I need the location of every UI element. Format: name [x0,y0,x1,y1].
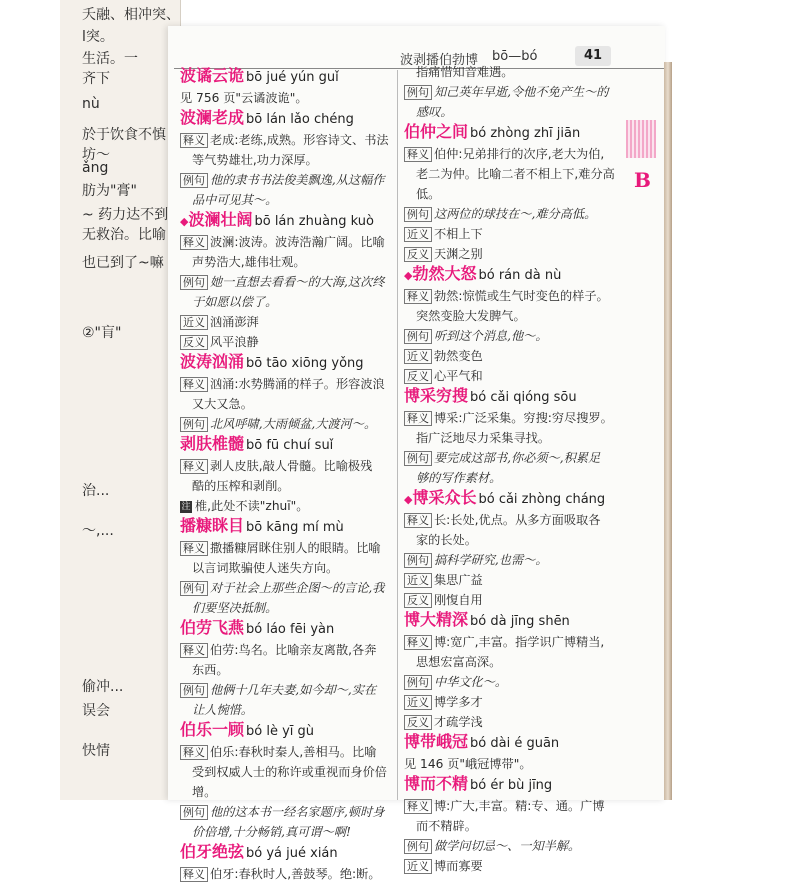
definition-line [180,742,400,762]
definition-line [404,632,636,652]
pinyin: bó láo fēi yàn [246,622,335,637]
entry-tag: 例句 [180,275,208,290]
page-number: 41 [575,46,611,66]
example-line [180,680,400,700]
headword: 波谲云诡 [180,66,245,85]
line-text: 博:广大,丰富。精:专、通。广博 [434,799,605,813]
example-line [404,448,636,468]
pinyin: bō jué yún guǐ [246,70,339,85]
line-text: 他的隶书书法俊美飘逸,从这幅作 [210,173,385,187]
example-line [180,414,400,434]
right-column [404,62,636,876]
header-title: 波剥播伯勃博 [400,53,479,68]
line-text: 受到权威人士的称许或重视而身价倍 [192,765,387,779]
previous-page-text: 快情 [82,743,110,759]
headword: 播糠眯目 [180,516,245,535]
entry-tag: 反义 [180,335,208,350]
line-text: 撒播糠屑眯住别人的眼睛。比喻 [210,541,381,555]
line-text: 指痛惜知音难遇。 [416,65,514,79]
line-text: 汹涌:水势腾涌的样子。形容波浪 [210,377,385,391]
definition-line [404,428,636,448]
definition-line [404,570,636,590]
pinyin: bó zhòng zhī jiān [470,126,581,141]
example-line [180,822,400,842]
line-text: 中华文化～。 [434,675,508,689]
definition-line [404,754,636,774]
line-text: 听到这个消息,他～。 [434,329,548,343]
definition-line [180,150,400,170]
dictionary-entry [180,210,400,352]
example-line [180,700,400,720]
previous-page-text: 肪为"膏" [82,183,137,199]
pinyin: bó cǎi zhòng cháng [478,492,606,507]
headword-line [404,732,636,754]
definition-line [404,408,636,428]
entry-tag: 反义 [404,593,432,608]
definition-line [404,712,636,732]
entry-tag: 反义 [404,247,432,262]
previous-page-text: 夭融、相冲突、 [82,7,180,23]
line-text: 家的长处。 [416,533,477,547]
definition-line [404,692,636,712]
entry-tag: 释义 [180,133,208,148]
tab-letter: B [634,168,651,192]
pinyin: bó dà jīng shēn [470,614,570,629]
previous-page-text: 齐下 [82,71,110,87]
example-line [404,550,636,570]
line-text: 而不精辟。 [416,819,477,833]
line-text: 博学多才 [434,695,483,709]
definition-line [404,366,636,386]
example-line [404,204,636,224]
line-text: 他的这本书一经名家题序,顿时身 [210,805,385,819]
line-text: 汹涌澎湃 [210,315,259,329]
definition-line [180,640,400,660]
definition-line [180,782,400,802]
line-text: 增。 [192,785,217,799]
previous-page-text: 偷冲... [82,679,124,695]
headword: 博采穷搜 [404,386,469,405]
definition-line [180,374,400,394]
entry-tag: 例句 [404,451,432,466]
entry-tag: 例句 [404,207,432,222]
headword: 波涛汹涌 [180,352,245,371]
entry-tag: 例句 [404,675,432,690]
entry-tag: 近义 [404,573,432,588]
definition-line [180,538,400,558]
previous-page-text: nù [82,96,100,112]
definition-line [180,394,400,414]
line-text: 见 756 页"云谲波诡"。 [180,91,308,105]
line-text: 伯牙:春秋时人,善鼓琴。绝:断。 [210,867,381,881]
previous-page-text: ǎng [82,160,109,176]
entry-tag: 例句 [180,417,208,432]
previous-page-text: 坊～ [82,147,110,163]
example-line [404,672,636,692]
definition-line [180,476,400,496]
line-text: 这两位的球技在～,难分高低。 [434,207,597,221]
line-text: 集思广益 [434,573,483,587]
entry-tag: 例句 [180,805,208,820]
alphabet-tab [626,120,660,200]
entry-tag: 释义 [180,541,208,556]
definition-line [180,558,400,578]
definition-line [404,530,636,550]
pinyin: bō lán lǎo chéng [246,112,354,127]
line-text: 心平气和 [434,369,483,383]
line-text: 北风呼啸,大雨倾盆,大渡河～。 [210,417,377,431]
left-column [180,66,400,884]
line-text: 让人惋惜。 [192,703,253,717]
definition-line [180,762,400,782]
headword-line [180,352,400,374]
definition-line [180,252,400,272]
entry-tag: 释义 [180,377,208,392]
dictionary-entry [180,842,400,884]
line-text: 伯乐:春秋时秦人,善相马。比喻 [210,745,377,759]
line-text: 博:宽广,丰富。指学识广博精当, [434,635,605,649]
dictionary-entry [404,386,636,488]
entry-tag: 近义 [404,695,432,710]
definition-line [404,796,636,816]
dictionary-page [168,26,665,881]
entry-tag: 例句 [404,839,432,854]
line-text: 以言词欺骗使人迷失方向。 [192,561,339,575]
star-icon: ◆ [404,269,413,282]
example-line [180,170,400,190]
line-text: 老成:老练,成熟。形容诗文、书法 [210,133,389,147]
headword: 博大精深 [404,610,469,629]
previous-page-text: 生活。一 [82,51,138,67]
example-line [404,326,636,346]
dictionary-entry [180,66,400,108]
definition-line [404,856,636,876]
dictionary-entry [180,108,400,210]
definition-line [180,660,400,680]
dictionary-entry [180,352,400,434]
dictionary-entry [404,122,636,264]
headword: 伯牙绝弦 [180,842,245,861]
line-text: 低。 [416,187,441,201]
headword-line [404,386,636,408]
definition-line [404,816,636,836]
entry-tag: 释义 [404,799,432,814]
definition-line [404,652,636,672]
entry-tag: 释义 [180,867,208,882]
star-icon: ◆ [180,215,189,228]
headword: 博带峨冠 [404,732,469,751]
headword-line [404,610,636,632]
definition-line [180,332,400,352]
headword: 伯劳飞燕 [180,618,245,637]
entry-tag: 近义 [404,349,432,364]
definition-line [404,286,636,306]
line-text: 感叹。 [416,105,453,119]
previous-page-text: 误会 [82,703,110,719]
headword-line [180,210,400,232]
definition-line [404,144,636,164]
entry-tag: 释义 [404,411,432,426]
line-text: 要完成这部书,你必须～,积累足 [434,451,601,465]
line-text: 她一直想去看看～的大海,这次终 [210,275,385,289]
headword: 勃然大怒 [412,264,477,283]
line-text: 于如愿以偿了。 [192,295,278,309]
entry-tag: 反义 [404,369,432,384]
pinyin: bó ér bù jīng [470,778,553,793]
dictionary-entry [404,610,636,732]
previous-page-text: 於于饮食不慎 [82,127,166,143]
entry-tag: 例句 [404,553,432,568]
headword-line [180,108,400,130]
pinyin: bó dài é guān [470,736,560,751]
line-text: 老二为仲。比喻二者不相上下,难分高 [416,167,615,181]
example-line [180,292,400,312]
line-text: 品中可见其～。 [192,193,278,207]
headword-line [404,488,636,510]
definition-line [180,232,400,252]
tab-stripes [626,120,656,158]
pinyin: bō tāo xiōng yǒng [246,356,364,371]
line-text: 剥人皮肤,敲人骨髓。比喻极残 [210,459,373,473]
pinyin: bó cǎi qióng sōu [470,390,577,405]
dictionary-entry [180,434,400,516]
headword: 波澜老成 [180,108,245,127]
definition-line [404,184,636,204]
example-line [180,802,400,822]
line-text: 声势浩大,雄伟壮观。 [192,255,306,269]
example-line [404,82,636,102]
line-text: 不相上下 [434,227,483,241]
line-text: 伯仲:兄弟排行的次序,老大为伯, [434,147,605,161]
previous-page [60,0,181,800]
entry-tag: 释义 [404,635,432,650]
line-text: 等气势雄壮,功力深厚。 [192,153,318,167]
entry-tag: 释义 [180,643,208,658]
entry-tag: 例句 [404,85,432,100]
entry-tag: 近义 [404,227,432,242]
pinyin: bō lán zhuàng kuò [254,214,374,229]
entry-tag: 例句 [180,683,208,698]
headword-line [180,720,400,742]
definition-line [404,590,636,610]
line-text: 椎,此处不读"zhuī"。 [195,499,309,513]
example-line [180,578,400,598]
headword-line [180,66,400,88]
example-line [180,598,400,618]
pinyin: bó rán dà nù [478,268,562,283]
definition-line [404,62,636,82]
entry-tag: 例句 [180,581,208,596]
line-text: 对于社会上那些企图～的言论,我 [210,581,385,595]
headword: 伯乐一顾 [180,720,245,739]
dictionary-entry [180,516,400,618]
line-text: 见 146 页"峨冠博带"。 [404,757,532,771]
pinyin: bó lè yī gù [246,724,315,739]
line-text: 又大又急。 [192,397,253,411]
definition-line [180,496,400,516]
previous-page-text: l突。 [82,29,114,45]
headword-line [180,516,400,538]
headword: 博而不精 [404,774,469,793]
line-text: 风平浪静 [210,335,259,349]
page-edge [664,62,672,800]
line-text: 长:长处,优点。从多方面吸取各 [434,513,601,527]
entry-tag: 反义 [404,715,432,730]
entry-tag: 释义 [180,235,208,250]
line-text: 突然变脸大发脾气。 [416,309,526,323]
line-text: 博而寡要 [434,859,483,873]
previous-page-text: ~ 药力达不到 [82,207,169,223]
line-text: 够的写作素材。 [416,471,502,485]
entry-tag: 释义 [180,459,208,474]
headword: 剥肤椎髓 [180,434,245,453]
line-text: 价倍增,十分畅销,真可谓～啊! [192,825,351,839]
dictionary-entry [404,264,636,386]
entry-tag: 释义 [404,147,432,162]
headword-line [180,842,400,864]
definition-line [180,864,400,884]
line-text: 才疏学浅 [434,715,483,729]
definition-line [180,312,400,332]
headword: 波澜壮阔 [188,210,253,229]
headword-line [404,264,636,286]
definition-line [404,306,636,326]
example-line [404,102,636,122]
entry-tag: 例句 [404,329,432,344]
line-text: 指广泛地尽力采集寻找。 [416,431,551,445]
line-text: 知己英年早逝,令他不免产生～的 [434,85,609,99]
definition-line [404,244,636,264]
headword-line [404,774,636,796]
dictionary-entry [180,618,400,720]
definition-line [404,510,636,530]
entry-tag: 释义 [404,513,432,528]
headword: 博采众长 [412,488,477,507]
header-pinyin-range: bō—bó [492,49,538,64]
definition-line [180,456,400,476]
entry-tag: 近义 [404,859,432,874]
entry-tag: 近义 [180,315,208,330]
definition-line [180,88,400,108]
line-text: 博采:广泛采集。穷搜:穷尽搜罗。 [434,411,613,425]
headword-line [180,618,400,640]
line-text: 勃然:惊慌或生气时变色的样子。 [434,289,609,303]
line-text: 酷的压榨和剥削。 [192,479,290,493]
previous-page-text: ②"肓" [82,325,122,341]
line-text: 思想宏富高深。 [416,655,502,669]
line-text: 搞科学研究,也需～。 [434,553,548,567]
definition-line [404,224,636,244]
line-text: 刚愎自用 [434,593,483,607]
dictionary-entry [404,774,636,876]
line-text: 东西。 [192,663,229,677]
example-line [404,836,636,856]
dictionary-entry [180,720,400,842]
example-line [180,190,400,210]
dictionary-entry [404,488,636,610]
pinyin: bó yá jué xián [246,846,338,861]
headword-line [404,122,636,144]
entry-tag: 释义 [404,289,432,304]
previous-page-text: 治... [82,483,110,499]
line-text: 波澜:波涛。波涛浩瀚广阔。比喻 [210,235,385,249]
line-text: 做学问切忌～、一知半解。 [434,839,581,853]
line-text: 他俩十几年夫妻,如今却～,实在 [210,683,377,697]
headword: 伯仲之间 [404,122,469,141]
entry-tag: 例句 [180,173,208,188]
definition-line [404,164,636,184]
line-text: 伯劳:鸟名。比喻亲友离散,各奔 [210,643,377,657]
line-text: 们要坚决抵制。 [192,601,278,615]
star-icon: ◆ [404,493,413,506]
line-text: 天渊之别 [434,247,483,261]
line-text: 勃然变色 [434,349,483,363]
previous-page-text: 也已到了~嘛 [82,255,164,271]
example-line [180,272,400,292]
entry-tag: 释义 [180,745,208,760]
headword-line [180,434,400,456]
definition-line [404,346,636,366]
pinyin: bō fū chuí suǐ [246,438,334,453]
definition-line [180,130,400,150]
note-icon: 注 [181,501,191,512]
previous-page-text: 无救治。比喻 [82,227,166,243]
example-line [404,468,636,488]
pinyin: bō kāng mí mù [246,520,344,535]
dictionary-entry [404,732,636,774]
previous-page-text: ～,... [82,523,114,539]
